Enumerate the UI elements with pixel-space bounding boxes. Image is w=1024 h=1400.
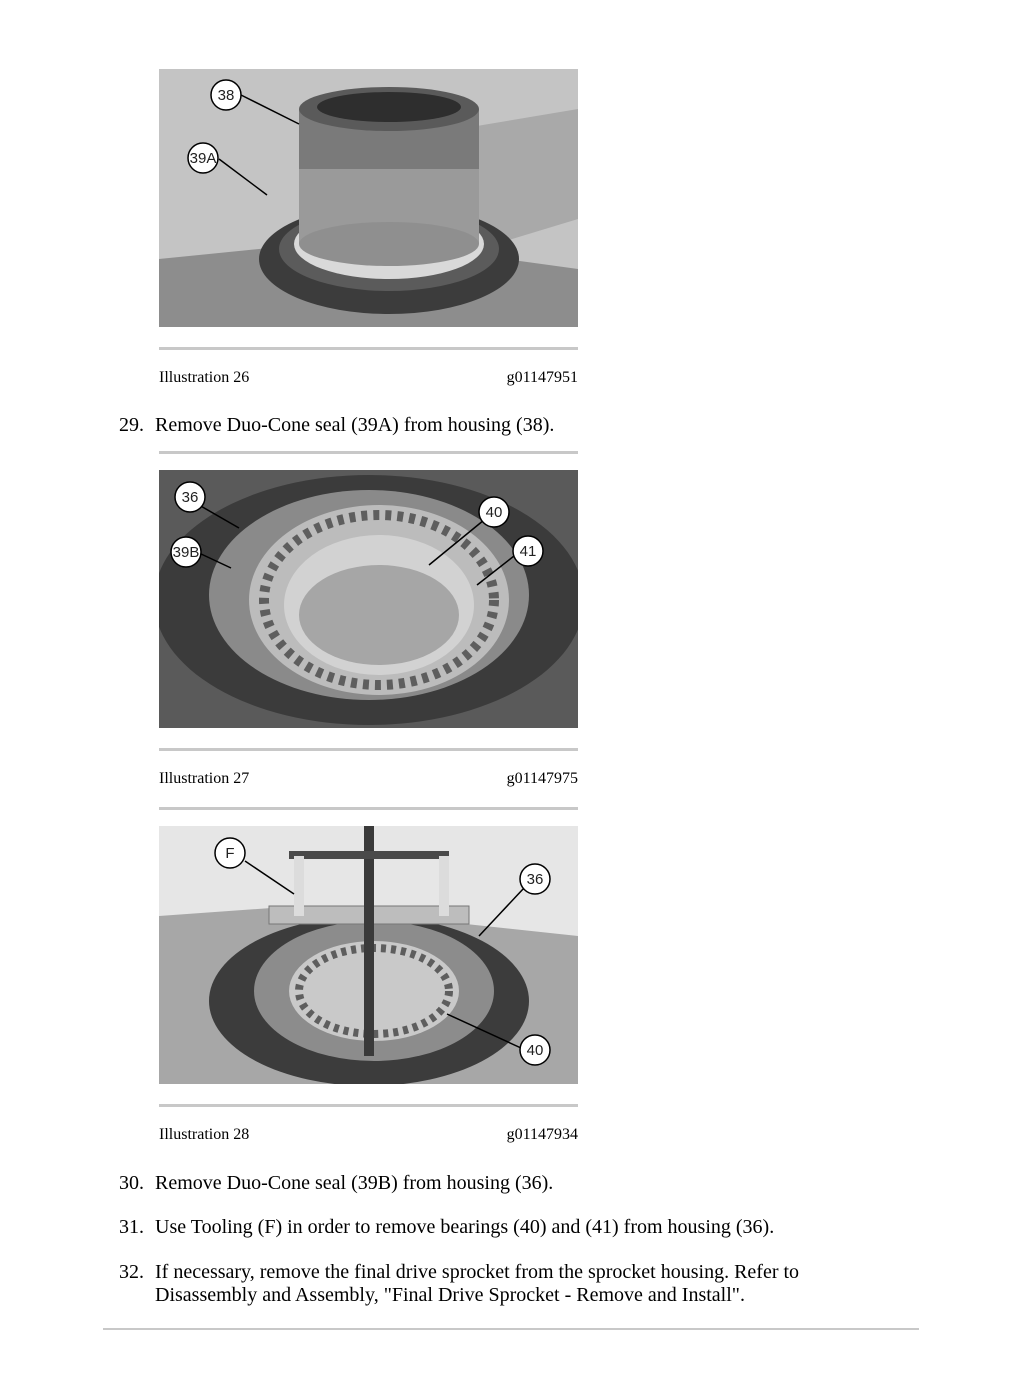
illustration-label: Illustration 26 bbox=[159, 369, 250, 386]
step-number: 30. bbox=[119, 1172, 144, 1194]
callout-f-label: F bbox=[225, 845, 235, 862]
step-text: If necessary, remove the final drive sprocket from the sprocket housing. Refer to Disassembly and Assembly, "Final Drive Sprocket - Remove and Install". bbox=[155, 1261, 800, 1306]
illustration-code: g01147951 bbox=[506, 369, 578, 386]
callout-38-label: 38 bbox=[217, 87, 235, 104]
illustration-26-photo bbox=[159, 69, 578, 327]
illustration-label: Illustration 27 bbox=[159, 770, 250, 787]
callout-41-label: 41 bbox=[519, 543, 537, 560]
callout-40-label: 40 bbox=[485, 504, 503, 521]
callout-39a-label: 39A bbox=[189, 150, 217, 167]
caption-rule bbox=[159, 748, 578, 751]
caption-rule bbox=[159, 1104, 578, 1107]
step-29 bbox=[119, 414, 879, 437]
caption-rule bbox=[159, 347, 578, 350]
callout-36-label: 36 bbox=[526, 871, 544, 888]
section-rule bbox=[159, 807, 578, 810]
step-text: Remove Duo-Cone seal (39B) from housing (36). bbox=[155, 1172, 554, 1194]
step-text: Use Tooling (F) in order to remove bearings (40) and (41) from housing (36). bbox=[155, 1216, 775, 1238]
step-30 bbox=[119, 1172, 879, 1195]
step-text: Remove Duo-Cone seal (39A) from housing (38). bbox=[155, 414, 555, 436]
illustration-27-photo bbox=[159, 470, 578, 728]
step-31 bbox=[119, 1216, 879, 1239]
section-rule bbox=[159, 451, 578, 454]
illustration-26-caption bbox=[159, 369, 578, 387]
callout-36-label: 36 bbox=[181, 489, 199, 506]
step-number: 29. bbox=[119, 414, 144, 436]
illustration-28-photo bbox=[159, 826, 578, 1084]
callout-40-label: 40 bbox=[526, 1042, 544, 1059]
page-bottom-rule bbox=[103, 1328, 919, 1330]
illustration-label: Illustration 28 bbox=[159, 1126, 250, 1143]
step-number: 31. bbox=[119, 1216, 144, 1238]
callout-39b-label: 39B bbox=[172, 544, 200, 561]
illustration-code: g01147975 bbox=[506, 770, 578, 787]
illustration-code: g01147934 bbox=[506, 1126, 578, 1143]
step-number: 32. bbox=[119, 1261, 144, 1283]
illustration-27-caption bbox=[159, 770, 578, 788]
illustration-28-caption bbox=[159, 1126, 578, 1144]
step-32 bbox=[119, 1261, 839, 1307]
